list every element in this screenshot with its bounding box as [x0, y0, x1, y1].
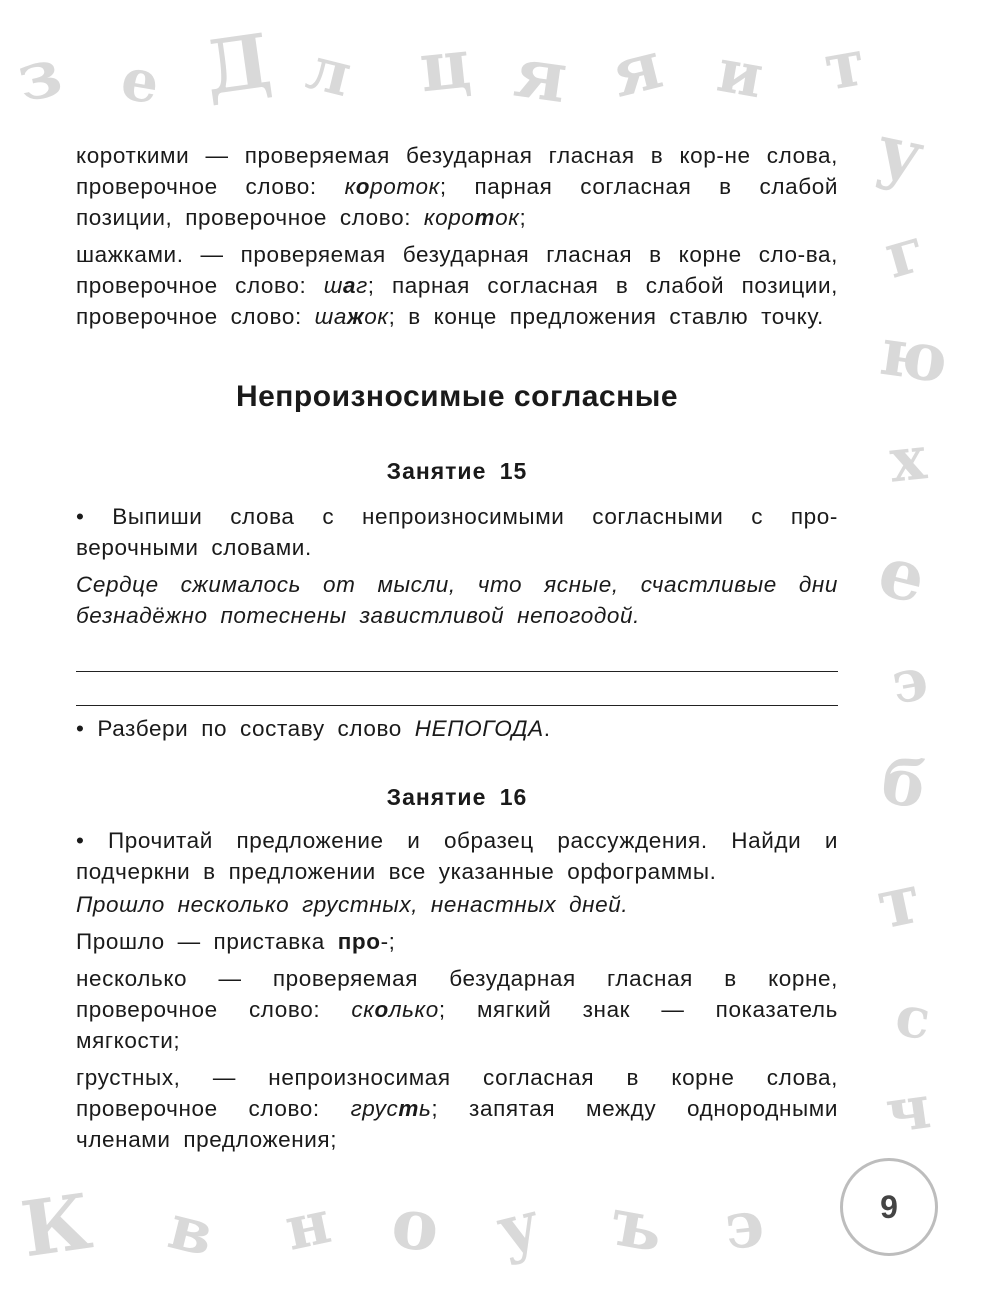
decor-letter: е [870, 528, 935, 621]
decor-letter: у [869, 107, 932, 198]
decor-letter: в [161, 1189, 222, 1272]
explanation-shazhkami: шажками. — проверяемая безударная гласная в корне сло-ва, проверочное слово: шаг; парная согласная в слабой позиции, проверочное слово: шажок; в конце предложения ставлю точку. [76, 242, 838, 329]
page-number-badge [840, 1158, 938, 1256]
decor-letter: ц [415, 23, 475, 109]
decor-letter: о [387, 1180, 443, 1269]
decor-letter: Д [199, 17, 277, 113]
writing-line [76, 705, 838, 706]
lesson-15-sentence: Сердце сжималось от мысли, что ясные, счастливые дни безнадёжно потеснены завистливой непогодой. [76, 572, 838, 628]
decor-letter: К [16, 1176, 97, 1275]
decor-letter: ч [881, 1072, 935, 1148]
page-number: 9 [880, 1188, 898, 1225]
decor-letter: я [509, 29, 573, 120]
decor-letter: е [116, 44, 165, 118]
decor-letter: т [818, 25, 871, 106]
analysis-proshlo: Прошло — приставка про-; [76, 929, 396, 954]
decor-letter: я [603, 25, 670, 113]
lesson-15-task-2: • Разбери по составу слово НЕПОГОДА. [76, 716, 551, 741]
section-title: Непроизносимые согласные [235, 380, 679, 413]
decor-letter: н [279, 1187, 337, 1265]
decor-letter: у [489, 1186, 548, 1269]
lesson-16-task: • Прочитай предложение и образец рассуждения. Найди и подчеркни в предложении все указанные орфограммы. [76, 828, 838, 884]
decor-letter: г [876, 212, 934, 293]
decor-letter: б [875, 742, 931, 825]
lesson-15-title: Занятие 15 [386, 458, 528, 484]
lesson-16-title: Занятие 16 [386, 784, 528, 810]
decor-letter: э [886, 644, 933, 718]
decor-letter: ю [874, 311, 953, 399]
analysis-grustnykh: грустных, — непроизносимая согласная в корне слова, проверочное слово: грусть; запятая между однородными членами предложения; [76, 1065, 838, 1152]
writing-line [76, 671, 838, 672]
decor-letter: с [891, 982, 935, 1054]
decor-letter: з [10, 32, 68, 118]
page-content [76, 140, 838, 1155]
lesson-16-sentence: Прошло несколько грустных, ненастных дней. [76, 892, 629, 917]
decor-letter: л [300, 32, 359, 112]
lesson-15-task-1: • Выпиши слова с непроизносимыми согласными с про-верочными словами. [76, 504, 838, 560]
decor-letter: т [870, 858, 928, 946]
decor-letter: э [721, 1186, 768, 1265]
explanation-korotkimi: короткими — проверяемая безударная гласная в кор-не слова, проверочное слово: короток; парная согласная в слабой позиции, проверочное слово: короток; [76, 143, 838, 230]
decor-letter: ъ [605, 1182, 670, 1268]
decor-letter: и [712, 35, 769, 113]
analysis-neskolko: несколько — проверяемая безударная гласная в корне, проверочное слово: сколько; мягкий знак — показатель мягкости; [76, 966, 838, 1053]
decor-letter: х [886, 423, 930, 497]
